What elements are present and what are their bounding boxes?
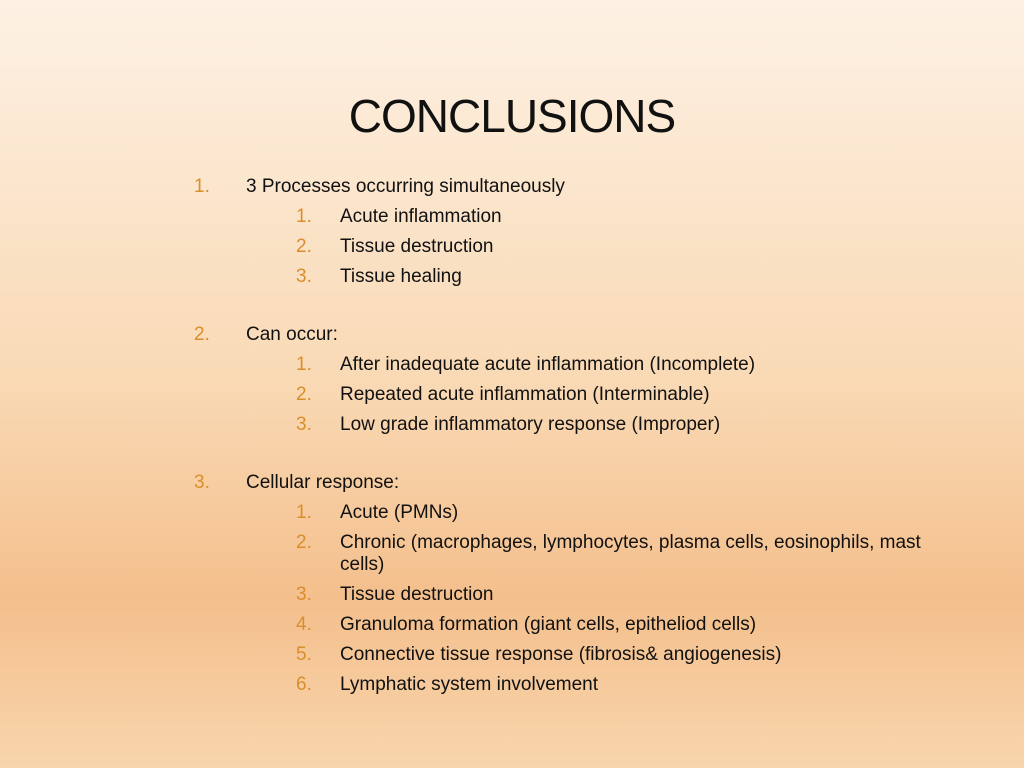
list-number: 2. — [296, 384, 312, 405]
list-item — [194, 262, 954, 292]
list-item-text: Acute inflammation — [340, 206, 502, 227]
list-item — [194, 202, 954, 232]
sublist — [194, 350, 954, 440]
list-item-text: Granuloma formation (giant cells, epitheliod cells) — [340, 614, 757, 635]
list-number: 1. — [296, 206, 312, 227]
section-cellular-response — [194, 468, 954, 700]
list-item — [194, 640, 954, 670]
conclusions-list — [194, 172, 954, 728]
sublist — [194, 202, 954, 292]
list-number: 3. — [296, 414, 312, 435]
list-item-text: Chronic (macrophages, lymphocytes, plasma cells, eosinophils, mast cells) — [340, 532, 921, 575]
sublist-container — [194, 350, 954, 440]
list-item-text: Tissue healing — [340, 266, 462, 287]
section-can-occur — [194, 320, 954, 440]
list-item — [194, 232, 954, 262]
section-label: Can occur: — [246, 324, 338, 345]
list-number: 5. — [296, 644, 312, 665]
section-processes — [194, 172, 954, 292]
list-item-text: Low grade inflammatory response (Improper) — [340, 414, 721, 435]
list-number: 1. — [296, 354, 312, 375]
section-label: 3 Processes occurring simultaneously — [246, 176, 565, 197]
list-item-text: Tissue destruction — [340, 584, 494, 605]
list-item — [194, 350, 954, 380]
list-number: 2. — [296, 236, 312, 257]
list-item-text: Acute (PMNs) — [340, 502, 459, 523]
section-heading — [194, 320, 954, 350]
list-number: 6. — [296, 674, 312, 695]
list-number: 1. — [194, 176, 210, 197]
list-item — [194, 528, 954, 580]
list-number: 1. — [296, 502, 312, 523]
section-label: Cellular response: — [246, 472, 400, 493]
list-item — [194, 410, 954, 440]
list-item — [194, 670, 954, 700]
sublist-container — [194, 202, 954, 292]
list-number: 2. — [194, 324, 210, 345]
slide-title: CONCLUSIONS — [348, 90, 676, 142]
list-number: 3. — [194, 472, 210, 493]
list-item — [194, 580, 954, 610]
list-number: 3. — [296, 266, 312, 287]
sublist — [194, 498, 954, 700]
sublist-container — [194, 498, 954, 700]
section-heading — [194, 468, 954, 498]
list-number: 4. — [296, 614, 312, 635]
list-item-text: Lymphatic system involvement — [340, 674, 599, 695]
list-item — [194, 498, 954, 528]
list-number: 3. — [296, 584, 312, 605]
list-item-text: Connective tissue response (fibrosis& angiogenesis) — [340, 644, 782, 665]
list-item — [194, 380, 954, 410]
list-item-text: Repeated acute inflammation (Interminable) — [340, 384, 710, 405]
section-heading — [194, 172, 954, 202]
list-number: 2. — [296, 532, 312, 553]
list-item-text: Tissue destruction — [340, 236, 494, 257]
list-item-text: After inadequate acute inflammation (Incomplete) — [340, 354, 756, 375]
list-item — [194, 610, 954, 640]
